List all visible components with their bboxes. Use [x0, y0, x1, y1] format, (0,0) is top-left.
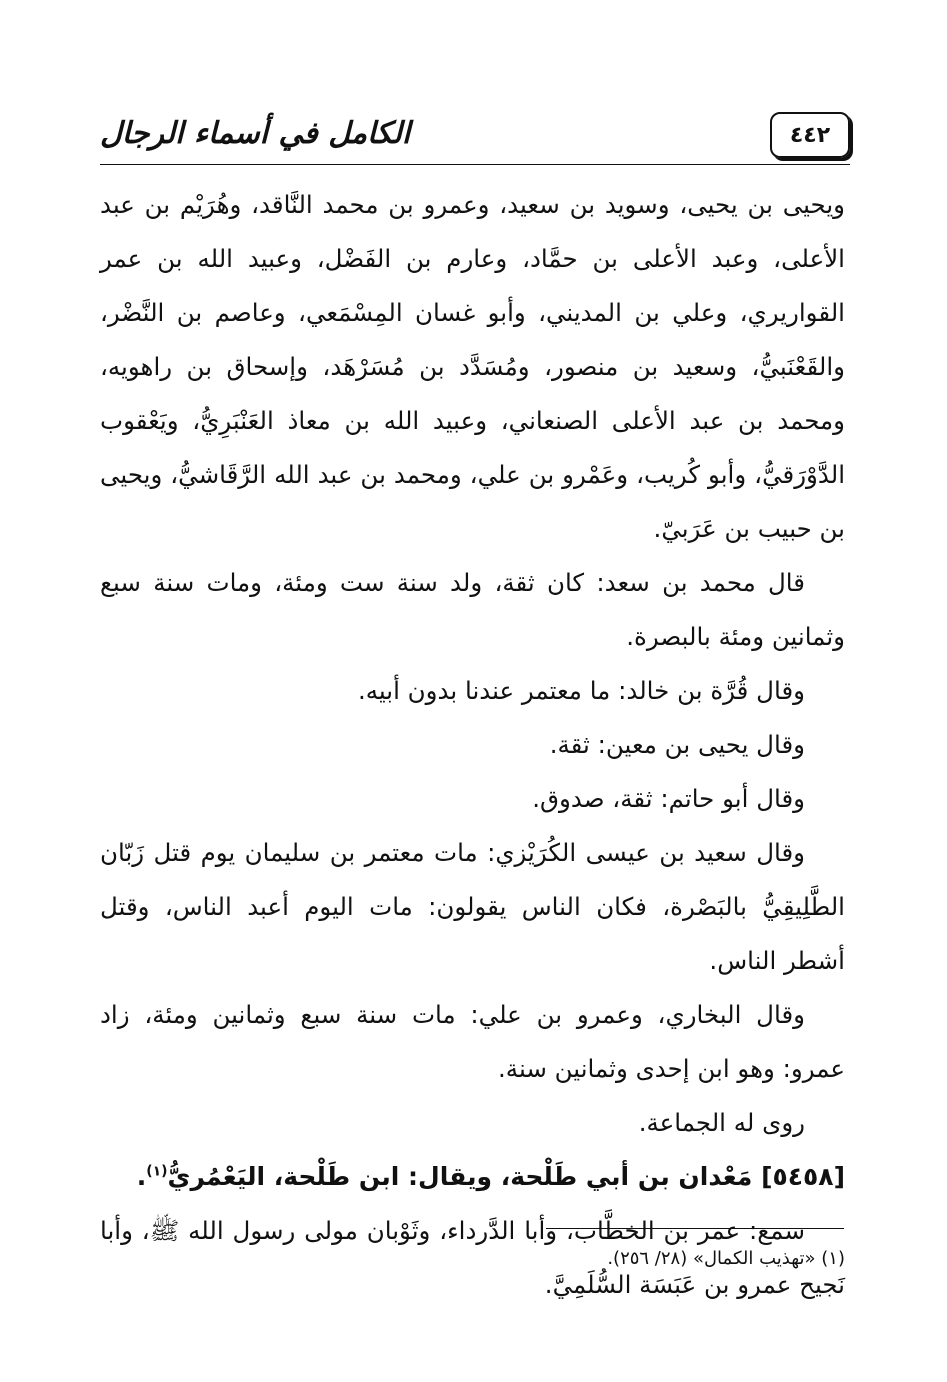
footnote: (١) «تهذيب الكمال» (٢٨/ ٢٥٦).	[607, 1248, 845, 1269]
paragraph-kurayzi: وقال سعيد بن عيسى الكُرَيْزي: مات معتمر بن سليمان يوم قتل زَبّان الطَّلِيقِيُّ بالبَصْرة، فكان الناس يقولون: مات اليوم أعبد الناس، وقتل أشطر الناس.	[100, 838, 845, 975]
page-number: ٤٤٢	[770, 112, 850, 158]
footnote-rule	[546, 1228, 844, 1229]
paragraph-ibn-main: وقال يحيى بن معين: ثقة.	[549, 730, 805, 759]
paragraph-ibn-saad: قال محمد بن سعد: كان ثقة، ولد سنة ست ومئة، ومات سنة سبع وثمانين ومئة بالبصرة.	[100, 568, 845, 651]
paragraph-bukhari: وقال البخاري، وعمرو بن علي: مات سنة سبع وثمانين ومئة، زاد عمرو: وهو ابن إحدى وثمانين سنة.	[100, 1000, 845, 1083]
header-rule	[100, 164, 850, 165]
entry-heading	[100, 1150, 845, 1204]
entry-number: [٥٤٥٨]	[761, 1162, 845, 1191]
running-title: الكامل في أسماء الرجال	[100, 116, 411, 151]
page-header	[100, 112, 850, 168]
entry-end: .	[136, 1162, 147, 1191]
paragraph-qurra: وقال قُرَّة بن خالد: ما معتمر عندنا بدون أبيه.	[357, 676, 805, 705]
body-text	[100, 178, 845, 1312]
paragraph-jamaa: روى له الجماعة.	[638, 1108, 805, 1137]
paragraph-narrators: ويحيى بن يحيى، وسويد بن سعيد، وعمرو بن محمد النَّاقد، وهُرَيْم بن عبد الأعلى، وعبد الأعلى بن حمَّاد، وعارم بن الفَضْل، وعبيد الله بن عمر القواريري، وعلي بن المديني، وأبو غسان المِسْمَعي، وعاصم بن النَّضْر، والقَعْنَبيُّ، وسعيد بن منصور، ومُسَدَّد بن مُسَرْهَد، وإسحاق بن راهويه، ومحمد بن عبد الأعلى الصنعاني، وعبيد الله بن معاذ العَنْبَرِيُّ، ويَعْقوب الدَّوْرَقيُّ، وأبو كُريب، وعَمْرو بن علي، ومحمد بن عبد الله الرَّقَاشيُّ، ويحيى بن حبيب بن عَرَبيّ.	[100, 190, 845, 543]
paragraph-abu-hatim: وقال أبو حاتم: ثقة، صدوق.	[532, 784, 805, 813]
paragraph-sami: سمع: عمر بن الخطَّاب، وأبا الدَّرداء، وثَوْبان مولى رسول الله ﷺ، وأبا نَجيح عمرو بن عَبَسَة السُّلَمِيَّ.	[100, 1216, 845, 1299]
footnote-marker: (١)	[146, 1163, 168, 1180]
entry-title: مَعْدان بن أبي طَلْحة، ويقال: ابن طَلْحة، اليَعْمُريُّ	[167, 1162, 753, 1191]
